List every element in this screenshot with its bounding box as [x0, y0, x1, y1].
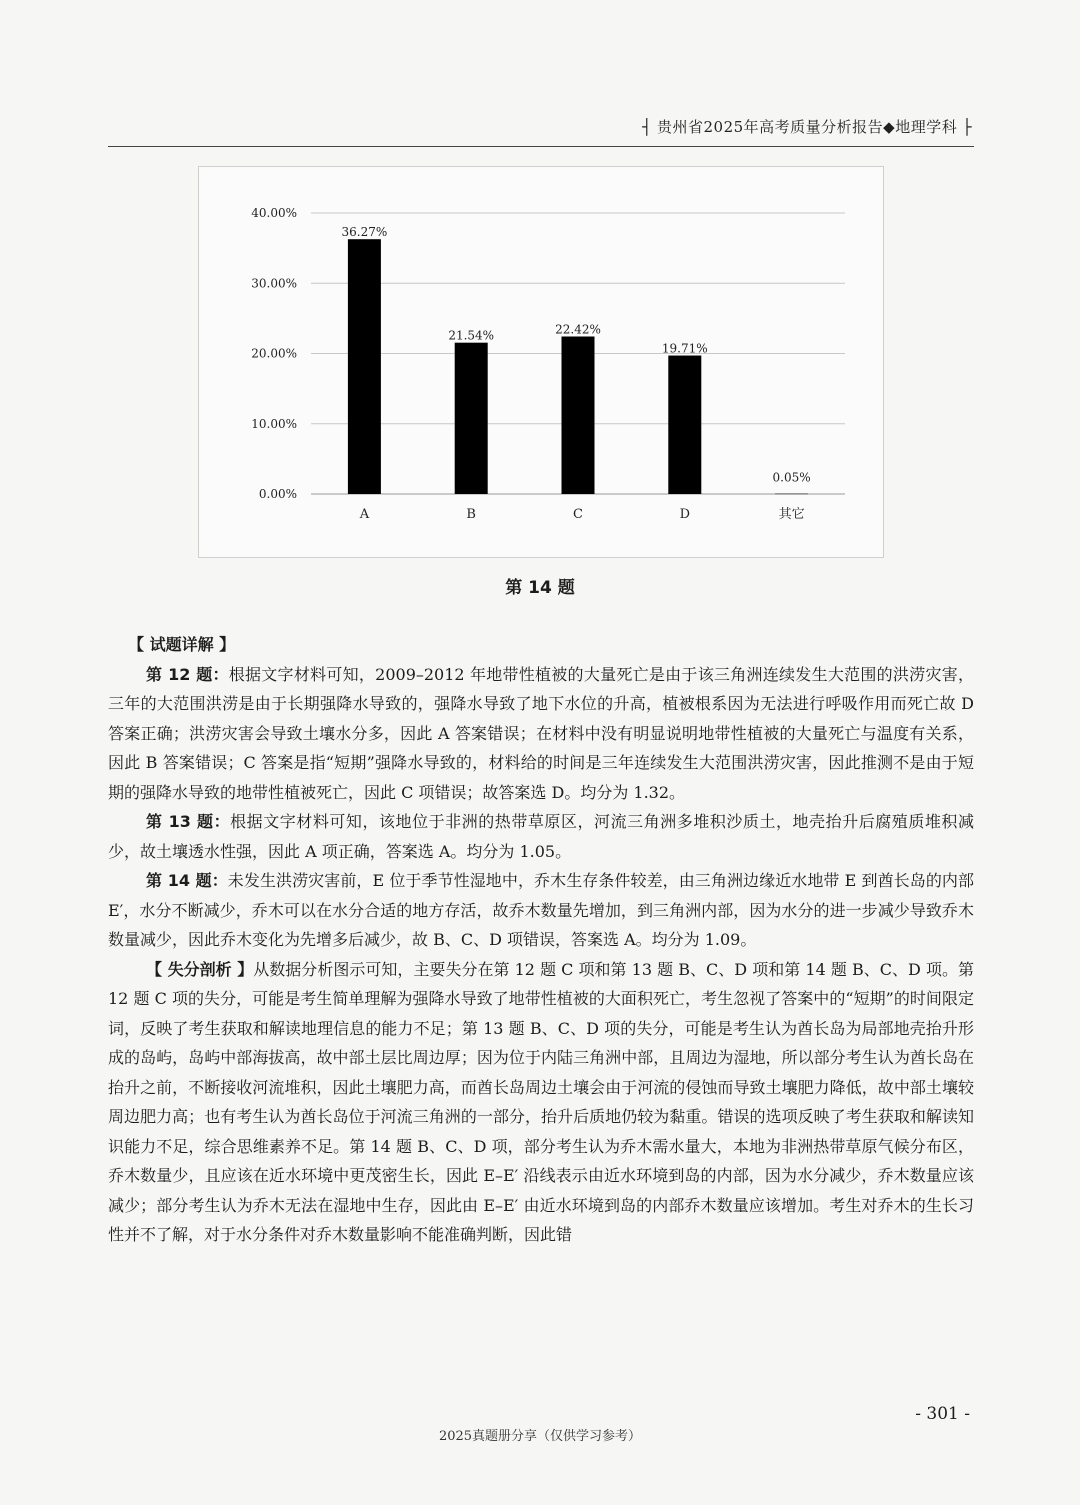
running-header: ┤ 贵州省2025年高考质量分析报告◆地理学科 ├: [642, 118, 972, 136]
y-tick-label: 10.00%: [251, 416, 297, 431]
bar: [455, 343, 488, 494]
loss-label: 【 失分剖析 】: [146, 959, 254, 979]
analysis-body: [108, 630, 974, 1250]
x-tick-label: D: [679, 507, 691, 522]
y-tick-label: 0.00%: [258, 487, 297, 501]
q13-paragraph: [108, 807, 974, 866]
q13-label: 第 13 题：: [146, 812, 231, 831]
loss-paragraph: [108, 955, 974, 1250]
data-label: 0.05%: [772, 470, 811, 485]
bar: [562, 336, 595, 494]
x-tick-label: B: [466, 507, 476, 522]
data-label: 19.71%: [661, 341, 708, 356]
data-label: 36.27%: [341, 225, 388, 240]
header-rule: [108, 146, 974, 147]
data-label: 22.42%: [555, 322, 601, 337]
x-tick-label: A: [359, 507, 370, 522]
bar-chart: [198, 166, 884, 558]
x-tick-label: C: [573, 507, 583, 522]
bar: [348, 239, 381, 494]
q14-label: 第 14 题：: [146, 871, 228, 890]
y-tick-label: 20.00%: [251, 346, 297, 361]
q12-text: 根据文字材料可知，2009–2012 年地带性植被的大量死亡是由于该三角洲连续发生大范围的洪涝灾害，三年的大范围洪涝是由于长期强降水导致的，强降水导致了地下水位的升高，植被根系因为无法进行呼吸作用而死亡故 D 答案正确；洪涝灾害会导致土壤水分多，因此 A 答案错误；在材料中没有明显说明地带性植被的大量死亡与温度有关系，因此 B 答案错误；C 答案是指“短期”强降水导致的，材料给的时间是三年连续发生大范围洪涝灾害，因此推测不是由于短期的强降水导致的地带性植被死亡，因此 C 项错误；故答案选 D。均分为 1.32。: [108, 664, 974, 802]
bar: [775, 494, 808, 495]
q12-label: 第 12 题：: [146, 664, 229, 684]
q12-paragraph: [108, 660, 974, 808]
bar: [668, 356, 701, 494]
q14-text: 未发生洪涝灾害前，E 位于季节性湿地中，乔木生存条件较差，由三角洲边缘近水地带 E 到酋长岛的内部 E′，水分不断减少，乔木可以在水分合适的地方存活，故乔木数量先增加，到三角洲内部，因为水分的进一步减少导致乔木数量减少，因此乔木变化为先增多后减少，故 B、C、D 项错误，答案选 A。均分为 1.09。: [108, 871, 974, 949]
page-number: - 301 -: [915, 1404, 970, 1424]
q14-paragraph: [108, 866, 974, 955]
q13-text: 根据文字材料可知，该地位于非洲的热带草原区，河流三角洲多堆积沙质土，地壳抬升后腐殖质堆积减少，故土壤透水性强，因此 A 项正确，答案选 A。均分为 1.05。: [108, 812, 974, 861]
loss-text: 从数据分析图示可知，主要失分在第 12 题 C 项和第 13 题 B、C、D 项和第 14 题 B、C、D 项。第 12 题 C 项的失分，可能是考生简单理解为强降水导致了地带性植被的大面积死亡，考生忽视了答案中的“短期”的时间限定词，反映了考生获取和解读地理信息的能力不足；第 13 题 B、C、D 项的失分，可能是考生认为酋长岛为局部地壳抬升形成的岛屿，岛屿中部海拔高，故中部土层比周边厚；因为位于内陆三角洲中部，且周边为湿地，所以部分考生认为酋长岛在抬升之前，不断接收河流堆积，因此土壤肥力高，而酋长岛周边土壤会由于河流的侵蚀而导致土壤肥力降低，故中部土壤较周边肥力高；也有考生认为酋长岛位于河流三角洲的一部分，抬升后质地仍较为黏重。错误的选项反映了考生获取和解读知识能力不足，综合思维素养不足。第 14 题 B、C、D 项，部分考生认为乔木需水量大，本地为非洲热带草原气候分布区，乔木数量少，且应该在近水环境中更茂密生长，因此 E–E′ 沿线表示由近水环境到岛的内部，因为水分减少，乔木数量应该减少；部分考生认为乔木无法在湿地中生存，因此由 E–E′ 由近水环境到岛的内部乔木数量应该增加。考生对乔木的生长习性并不了解，对于水分条件对乔木数量影响不能准确判断，因此错: [108, 959, 974, 1244]
y-tick-label: 30.00%: [251, 276, 297, 291]
data-label: 21.54%: [448, 328, 495, 343]
chart-caption: 第 14 题: [505, 578, 575, 598]
y-tick-label: 40.00%: [251, 206, 297, 220]
x-tick-label: 其它: [778, 507, 805, 522]
section-title: 【 试题详解 】: [128, 635, 236, 654]
bar-chart-svg: [199, 167, 883, 557]
footer-note: 2025真题册分享（仅供学习参考）: [438, 1429, 642, 1444]
